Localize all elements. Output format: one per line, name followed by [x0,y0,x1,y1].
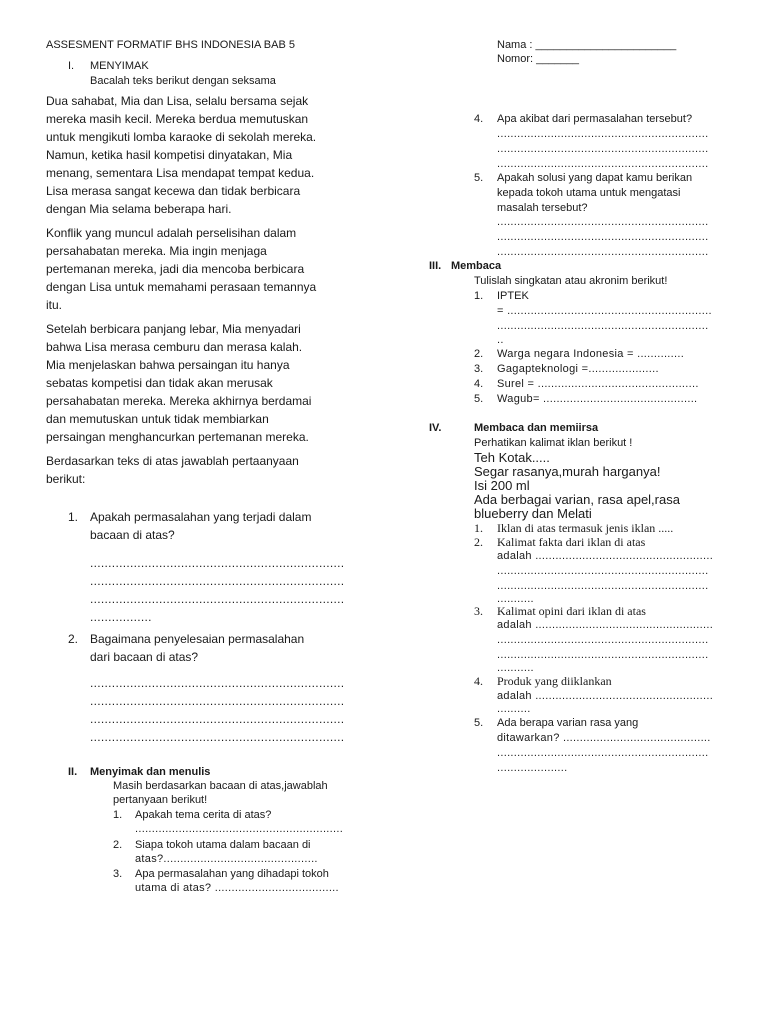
section3-title: Membaca [451,260,502,272]
answer-line[interactable]: utama di atas? ..................................... [135,882,339,894]
answer-line[interactable]: ............................................................... [497,747,709,759]
item-text: Apa akibat dari permasalahan tersebut? [497,113,693,125]
section4-instruction: Perhatikan kalimat iklan berikut ! [474,437,633,449]
ad-line: Teh Kotak..... [474,450,550,465]
answer-line[interactable]: .............................................................. [135,823,344,835]
answer-line[interactable]: ............................................................... [497,158,709,170]
answer-line[interactable]: ............................................................... [497,320,709,332]
item-number: 4. [474,378,484,390]
answer-line[interactable]: ............................................................... [497,216,709,228]
answer-line[interactable]: ...................................................................... [90,556,345,570]
section3-numeral: III. [429,260,442,272]
answer-line[interactable]: ........... [497,593,534,605]
answer-line[interactable]: ................. [90,610,152,624]
answer-line[interactable]: ...................................................................... [90,574,345,588]
question-text: Bagaimana penyelesaian permasalahan [90,632,305,646]
name-field[interactable]: Nama : _______________________ [497,39,677,51]
answer-line[interactable]: ...................................................................... [90,592,345,606]
answer-line[interactable]: ..................... [497,762,568,774]
item-number: 5. [474,172,484,184]
answer-line[interactable]: .......... [497,703,531,715]
item-text[interactable]: Surel = ................................................ [497,378,699,390]
reading-passage [46,92,366,494]
section4-title: Membaca dan memiirsa [474,422,599,434]
item-number: 3. [474,363,484,375]
answer-line[interactable]: ............................................................... [497,634,709,646]
item-number: 2. [474,348,484,360]
passage-paragraph-2: Konflik yang muncul adalah perselisihan dalam persahabatan mereka. Mia ingin menjaga pertemanan mereka, jadi dia mencoba berbicara dengan Lisa untuk memahami perasaan temannya itu. [46,226,317,312]
answer-line[interactable]: ...................................................................... [90,694,345,708]
item-text: masalah tersebut? [497,202,588,214]
answer-line[interactable]: adalah ..................................................... [497,550,714,562]
answer-line[interactable]: ........... [497,662,534,674]
answer-line[interactable]: adalah ..................................................... [497,619,714,631]
worksheet-title: ASSESMENT FORMATIF BHS INDONESIA BAB 5 [46,39,295,51]
answer-line[interactable]: atas?.............................................. [135,853,318,865]
item-text: Iklan di atas termasuk jenis iklan ..... [497,521,674,535]
section2-numeral: II. [68,766,78,778]
section1-instruction: Bacalah teks berikut dengan seksama [90,75,276,87]
answer-line[interactable]: ............................................................... [497,246,709,258]
item-number: 3. [474,604,483,618]
answer-line[interactable]: ............................................................... [497,580,709,592]
answer-line[interactable]: ...................................................................... [90,730,345,744]
item-number: 3. [113,868,123,880]
answer-line[interactable]: ............................................................... [497,231,709,243]
item-number: 1. [474,290,484,302]
item-text: Apa permasalahan yang dihadapi tokoh [135,868,329,880]
item-number: 4. [474,113,484,125]
question-number: 1. [68,510,79,524]
section1-title: MENYIMAK [90,60,149,72]
item-text[interactable]: Gagapteknologi =..................... [497,363,659,375]
ad-line: Isi 200 ml [474,478,530,493]
ad-line: blueberry dan Melati [474,506,592,521]
passage-paragraph-3: Setelah berbicara panjang lebar, Mia menyadari bahwa Lisa merasa cemburu dan merasa kalah. Mia menjelaskan bahwa persaingan itu hanya sebatas kompetisi dan tidak akan merusak persahabatan mereka. Mereka akhirnya berdamai dan memutuskan untuk tidak membiarkan persaingan menghancurkan pertemanan mereka. [46,322,312,444]
answer-line[interactable]: ............................................................... [497,143,709,155]
answer-line[interactable]: ditawarkan? ............................................ [497,732,711,744]
question-text: dari bacaan di atas? [90,650,199,664]
item-number: 1. [474,521,483,535]
item-text[interactable]: Wagub= .............................................. [497,393,698,405]
item-number: 1. [113,809,123,821]
item-number: 2. [474,535,483,549]
answer-line[interactable]: ............................................................... [497,565,709,577]
ad-line: Ada berbagai varian, rasa apel,rasa [474,492,680,507]
passage-instruction: Berdasarkan teks di atas jawablah pertaanyaan berikut: [46,454,299,486]
item-text: Apakah solusi yang dapat kamu berikan [497,172,693,184]
question-number: 2. [68,632,79,646]
section2-instruction: pertanyaan berikut! [113,794,208,806]
item-text: Siapa tokoh utama dalam bacaan di [135,839,311,851]
item-text: Kalimat opini dari iklan di atas [497,604,646,618]
item-number: 5. [474,717,484,729]
section2-title: Menyimak dan menulis [90,766,211,778]
item-text[interactable]: Warga negara Indonesia = .............. [497,348,685,360]
section4-numeral: IV. [429,422,442,434]
item-number: 5. [474,393,484,405]
item-text: Kalimat fakta dari iklan di atas [497,535,646,549]
item-text: Apakah tema cerita di atas? [135,809,272,821]
item-text: IPTEK [497,290,529,302]
item-text: kepada tokoh utama untuk mengatasi [497,187,681,199]
answer-line[interactable]: ............................................................... [497,649,709,661]
answer-line[interactable]: ............................................................... [497,128,709,140]
item-text: Produk yang diiklankan [497,674,612,688]
answer-line[interactable]: = ............................................................. [497,305,712,317]
number-field[interactable]: Nomor: _______ [497,53,579,65]
item-text: Ada berapa varian rasa yang [497,717,639,729]
answer-line[interactable]: .. [497,334,504,346]
answer-line[interactable]: ...................................................................... [90,676,345,690]
answer-line[interactable]: adalah ..................................................... [497,690,714,702]
item-number: 2. [113,839,123,851]
section3-instruction: Tulislah singkatan atau akronim berikut! [474,275,668,287]
passage-paragraph-1: Dua sahabat, Mia dan Lisa, selalu bersama sejak mereka masih kecil. Mereka berdua memutuskan untuk mengikuti lomba karaoke di sekolah mereka. Namun, ketika hasil kompetisi dinyatakan, Mia menang, sementara Lisa mendapat tempat kedua. Lisa merasa sangat kecewa dan tidak berbicara dengan Mia selama beberapa hari. [46,94,317,216]
answer-line[interactable]: ...................................................................... [90,712,345,726]
question-text: Apakah permasalahan yang terjadi dalam [90,510,312,524]
item-number: 4. [474,674,483,688]
question-text: bacaan di atas? [90,528,175,542]
ad-line: Segar rasanya,murah harganya! [474,464,661,479]
section1-numeral: I. [68,60,75,72]
section2-instruction: Masih berdasarkan bacaan di atas,jawablah [113,780,328,792]
